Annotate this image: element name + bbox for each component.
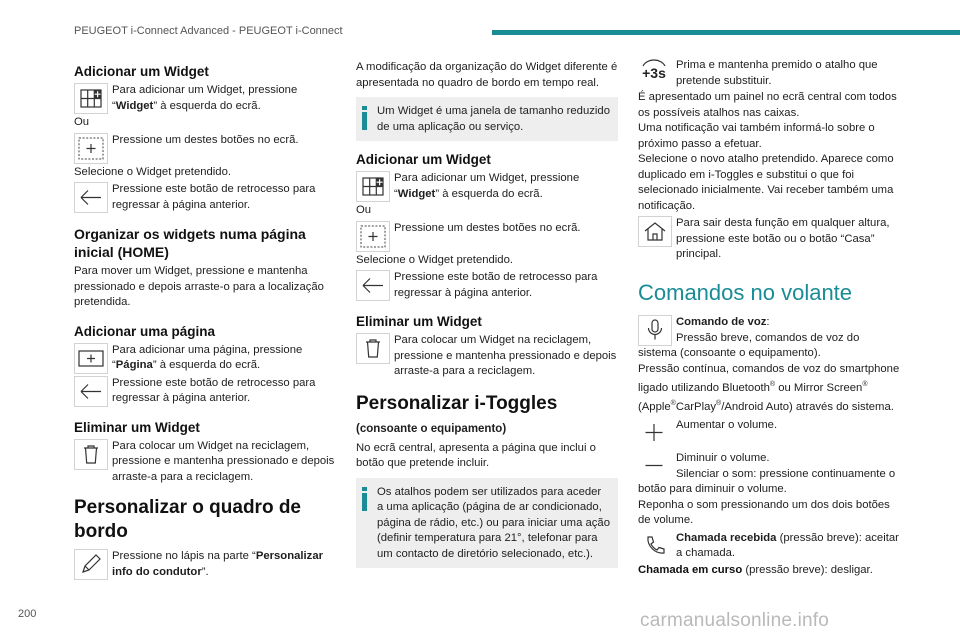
delete-widget-row xyxy=(74,439,336,486)
note-text-1: Um Widget é uma janela de tamanho reduzido de uma aplicação ou serviço. xyxy=(377,105,610,133)
add-page-icon xyxy=(74,343,108,374)
microphone-icon xyxy=(638,315,672,346)
home-row xyxy=(638,216,900,263)
back-text-2: Pressione este botão de retrocesso para regressar à página anterior. xyxy=(112,376,316,404)
info-icon xyxy=(362,487,367,511)
hold-text: Prima e mantenha premido o atalho que pretende substituir. xyxy=(676,59,878,87)
volume-up-row xyxy=(638,418,900,449)
or-label-2: Ou xyxy=(356,204,372,216)
back-row-2 xyxy=(74,376,336,407)
minus-icon xyxy=(638,451,672,482)
select-widget-text: Selecione o Widget pretendido. xyxy=(74,165,232,178)
select-widget-text-2: Selecione o Widget pretendido. xyxy=(356,253,514,266)
organize-heading: Organizar os widgets numa página inicial (HOME) xyxy=(74,226,306,260)
note-box-2 xyxy=(356,478,618,569)
back-text: Pressione este botão de retrocesso para regressar à página anterior. xyxy=(112,183,316,211)
call-current-text: Chamada em curso (pressão breve): desligar. xyxy=(638,563,873,576)
add-widget-step-text-2: Para adicionar um Widget, pressione “Widget” à esquerda do ecrã. xyxy=(394,172,580,200)
hold-3s-label: +3s xyxy=(642,65,666,81)
customize-text: Pressione no lápis na parte “Personalizar info do condutor”. xyxy=(112,550,323,578)
volume-up-text: Aumentar o volume. xyxy=(676,418,778,431)
back-arrow-icon xyxy=(74,376,108,407)
add-widget-alt-row-2 xyxy=(356,221,618,252)
customize-heading: Personalizar o quadro de bordo xyxy=(74,497,301,542)
add-widget-alt-text-2: Pressione um destes botões no ecrã. xyxy=(394,221,581,234)
volume-down-text: Diminuir o volume. xyxy=(676,451,770,464)
organize-text: Para mover um Widget, pressione e mantenha pressionado e depois arraste-o para a localização pretendida. xyxy=(74,265,324,308)
add-widget-step-row-2 xyxy=(356,171,618,202)
home-text: Para sair desta função em qualquer altura, pressione este botão ou o botão “Casa” principal. xyxy=(676,217,890,260)
add-widget-step-text: Para adicionar um Widget, pressione “Widget” à esquerda do ecrã. xyxy=(112,84,298,112)
home-icon xyxy=(638,216,672,247)
voice-text-2: Pressão contínua, comandos de voz do smartphone ligado utilizando Bluetooth® ou Mirror Screen® (Apple®CarPlay®/Android Auto) através do sistema. xyxy=(638,362,900,414)
widget-grid-icon xyxy=(74,83,108,114)
select-shortcut-text: Selecione o novo atalho pretendido. Aparece como duplicado em i-Toggles e substitui o que foi selecionado inicialmente. Vai receber também uma notificação. xyxy=(638,153,894,212)
page-number: 200 xyxy=(18,608,37,620)
toggles-subheading: (consoante o equipamento) xyxy=(356,422,507,435)
delete-widget-heading: Eliminar um Widget xyxy=(74,419,200,435)
add-page-heading: Adicionar uma página xyxy=(74,323,216,339)
header-title: PEUGEOT i-Connect Advanced - PEUGEOT i-Connect xyxy=(74,25,343,37)
phone-icon xyxy=(638,531,672,562)
toggles-heading: Personalizar i-Toggles xyxy=(356,392,558,414)
restore-text: Reponha o som pressionando um dos dois botões de volume. xyxy=(638,498,890,527)
info-icon xyxy=(362,106,367,130)
steering-heading: Comandos no volante xyxy=(638,279,853,305)
add-page-text: Para adicionar uma página, pressione “Página” à esquerda do ecrã. xyxy=(112,343,303,371)
delete-widget-row-2 xyxy=(356,333,618,380)
add-plus-box-icon xyxy=(74,133,108,164)
note-text-2: Os atalhos podem ser utilizados para aceder a uma aplicação (página de ar condicionado, página de rádio, etc.) ou para iniciar uma ação (definir temperatura para 21°, telefonar para um contacto de diretório selecionado, etc.). xyxy=(377,485,610,560)
add-plus-box-icon xyxy=(356,221,390,252)
add-widget-alt-row xyxy=(74,133,336,164)
widget-grid-icon xyxy=(356,171,390,202)
mute-text: Silenciar o som: pressione continuamente o botão para diminuir o volume. xyxy=(638,467,896,496)
notify-text: Uma notificação vai também informá-lo sobre o próximo passo a efetuar. xyxy=(638,122,875,150)
delete-widget-text-2: Para colocar um Widget na reciclagem, pressione e mantenha pressionado e depois arraste-a para a reciclagem. xyxy=(394,334,617,377)
panel-text: É apresentado um painel no ecrã central com todos os possíveis atalhos nas caixas. xyxy=(638,91,897,119)
delete-widget-heading-2: Eliminar um Widget xyxy=(356,314,482,329)
intro-text: A modificação da organização do Widget diferente é apresentada no quadro de bordo em tempo real. xyxy=(356,61,618,89)
voice-title: Comando de voz: xyxy=(676,315,770,328)
back-arrow-icon xyxy=(74,182,108,213)
trash-icon xyxy=(74,439,108,470)
add-widget-step-row xyxy=(74,83,336,114)
call-row xyxy=(638,531,900,562)
back-row xyxy=(74,182,336,213)
add-page-row xyxy=(74,343,336,374)
back-text-3: Pressione este botão de retrocesso para regressar à página anterior. xyxy=(394,271,598,299)
back-arrow-icon xyxy=(356,270,390,301)
voice-text-1: Pressão breve, comandos de voz do sistema (consoante o equipamento). xyxy=(638,331,860,359)
hold-3s-icon xyxy=(638,58,672,89)
delete-widget-text: Para colocar um Widget na reciclagem, pressione e mantenha pressionado e depois arraste-a para a reciclagem. xyxy=(112,439,335,483)
customize-row xyxy=(74,549,336,580)
back-row-3 xyxy=(356,270,618,301)
hold-row xyxy=(638,58,900,89)
add-widget-alt-text: Pressione um destes botões no ecrã. xyxy=(112,133,299,146)
header-accent-bar xyxy=(492,30,960,35)
page-header xyxy=(0,0,960,40)
toggles-text: No ecrã central, apresenta a página que inclui o botão que pretende incluir. xyxy=(356,441,596,469)
plus-icon xyxy=(638,418,672,449)
note-box-1 xyxy=(356,97,618,141)
add-widget-heading: Adicionar um Widget xyxy=(74,64,209,79)
column-middle xyxy=(356,54,618,576)
trash-icon xyxy=(356,333,390,364)
or-label: Ou xyxy=(74,116,90,128)
pencil-icon xyxy=(74,549,108,580)
column-right xyxy=(638,54,900,578)
column-left xyxy=(74,54,336,581)
call-in-text: Chamada recebida (pressão breve): aceitar a chamada. xyxy=(676,531,899,560)
watermark: carmanualsonline.info xyxy=(640,610,830,631)
add-widget-heading-2: Adicionar um Widget xyxy=(356,152,491,167)
